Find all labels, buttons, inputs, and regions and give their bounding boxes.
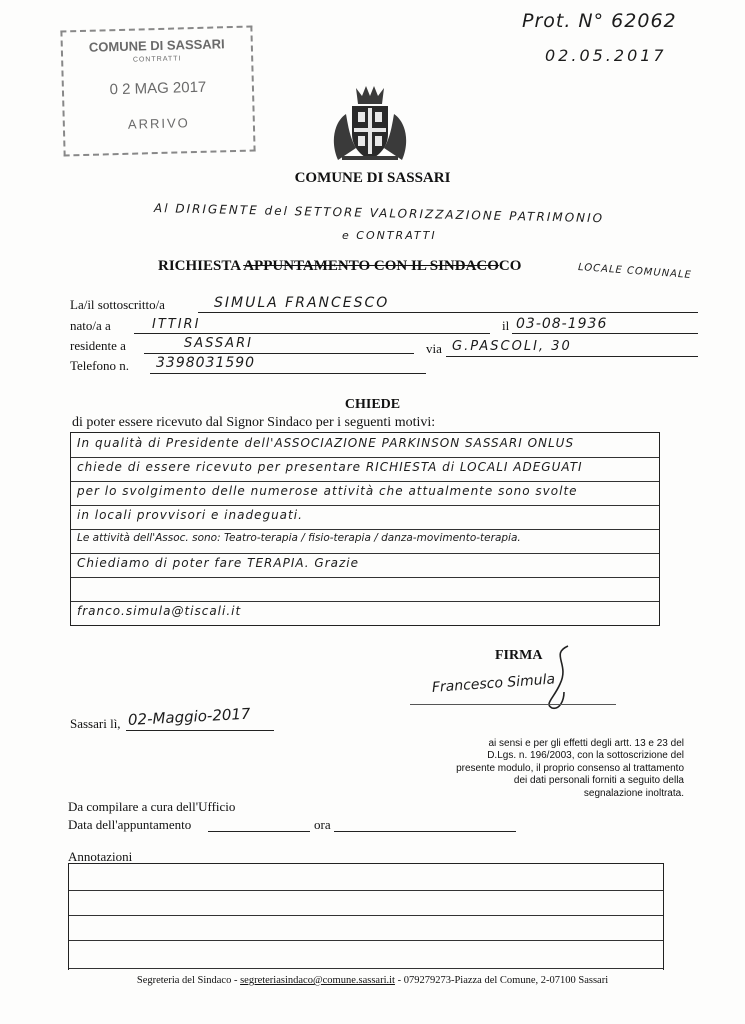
resident-line [144,353,414,354]
born-line [134,333,490,334]
privacy-line: dei dati personali forniti a seguito della [513,775,684,787]
reason-row [71,529,659,554]
appointment-label: Data dell'appuntamento [68,817,192,832]
stamp-office: COMUNE DI SASSARI [88,36,225,55]
phone-line [150,373,426,374]
privacy-line: presente modulo, il proprio consenso al trattamento [456,762,684,774]
request-title-suffix: CO [498,258,522,274]
page-title: COMUNE DI SASSARI [294,170,451,186]
name-value: SIMULA FRANCESCO [214,295,390,311]
time-line [334,831,516,832]
resident-label: residente a [70,338,126,353]
date-label: il [502,318,510,333]
reason-row [71,433,659,458]
name-label: La/il sottoscritto/a [70,297,165,312]
time-label: ora [314,817,331,832]
chiede-intro: di poter essere ricevuto dal Signor Sindaco per i seguenti motivi: [72,415,436,430]
privacy-line: segnalazione inoltrata. [583,787,684,799]
coat-of-arms-icon [320,82,420,162]
privacy-note [400,738,684,800]
reasons-box [70,432,660,626]
reason-row [71,577,659,602]
via-value: G.PASCOLI, 30 [452,339,572,354]
reason-row [71,457,659,482]
reason-email: franco.simula@tiscali.it [77,604,242,618]
reason-row [71,553,659,578]
privacy-line: D.Lgs. n. 196/2003, con la sottoscrizione del [487,750,684,762]
phone-label: Telefono n. [70,358,130,373]
born-label: nato/a a [70,318,111,333]
protocol-number: Prot. N° 62062 [522,10,677,32]
via-label: via [426,341,442,356]
date-value: 03-08-1936 [516,316,608,332]
appointment-line [208,831,310,832]
request-title-struck: APPUNTAMENTO CON IL SINDACO [243,258,499,274]
notes-row [69,940,663,941]
via-line [446,356,698,357]
notes-label: Annotazioni [68,849,133,864]
date-line [512,333,698,334]
notes-row [69,968,663,969]
reason-row [71,601,659,625]
notes-row [69,915,663,916]
notes-row [69,890,663,891]
name-line [198,312,698,313]
reason-row [71,505,659,530]
request-handwritten-addition: LOCALE COMUNALE [577,262,693,281]
reason-text: Chiediamo di poter fare TERAPIA. Grazie [77,556,360,570]
phone-value: 3398031590 [156,355,256,371]
stamp-date: 0 2 MAG 2017 [109,78,207,99]
footer-prefix: Segreteria del Sindaco - [136,975,241,986]
request-title-prefix: RICHIESTA [158,258,241,274]
privacy-line: ai sensi e per gli effetti degli artt. 13 e 23 del [488,738,684,749]
reason-text: per lo svolgimento delle numerose attività che attualmente sono svolte [77,484,578,498]
reason-row [71,481,659,506]
recipient-line1: Al DIRIGENTE del SETTORE VALORIZZAZIONE PATRIMONIO [153,201,605,226]
place-date-label: Sassari lì, [70,716,121,731]
protocol-date: 02.05.2017 [545,46,667,65]
received-stamp [60,26,255,157]
notes-box [68,863,664,970]
resident-value: SASSARI [184,336,253,351]
signature-label: FIRMA [495,648,543,663]
place-date-value: 02-Maggio-2017 [127,704,251,729]
footer [0,975,745,986]
office-title: Da compilare a cura dell'Ufficio [68,799,236,814]
place-date-line [126,730,274,731]
reason-text: in locali provvisori e inadeguati. [77,508,303,522]
reason-text: Le attività dell'Assoc. sono: Teatro-terapia / fisio-terapia / danza-movimento-terapia. [77,532,521,544]
stamp-status: ARRIVO [127,115,190,132]
reason-text: chiede di essere ricevuto per presentare RICHIESTA di LOCALI ADEGUATI [77,460,583,474]
signature-line [410,704,616,705]
born-value: ITTIRI [152,317,201,332]
footer-email-link[interactable]: segreteriasindaco@comune.sassari.it [240,975,395,986]
chiede-title: CHIEDE [344,397,401,412]
stamp-sub: CONTRATTI [132,55,182,64]
recipient-line2: e CONTRATTI [342,229,437,242]
signature-text: Francesco Simula [431,671,556,696]
request-title [158,258,521,275]
reason-text: In qualità di Presidente dell'ASSOCIAZIONE PARKINSON SASSARI ONLUS [77,436,575,450]
footer-suffix: - 079279273-Piazza del Comune, 2-07100 Sassari [394,975,609,986]
